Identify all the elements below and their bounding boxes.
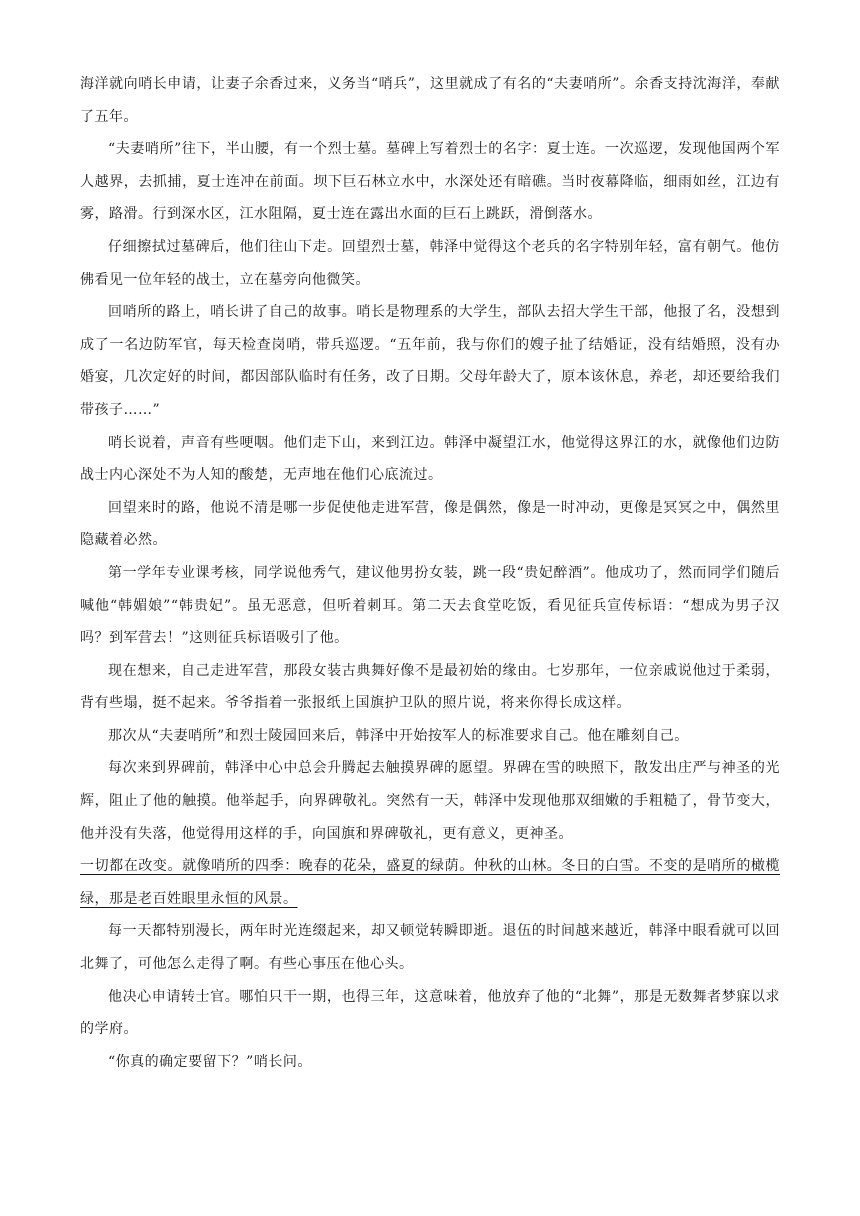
underlined-paragraph: 一切都在改变。就像哨所的四季：晚春的花朵，盛夏的绿荫。仲秋的山林。冬日的白雪。不变的是哨所的橄榄绿，那是老百姓眼里永恒的风景。 bbox=[80, 858, 780, 907]
paragraph-9: 那次从“夫妻哨所”和烈士陵园回来后，韩泽中开始按军人的标准要求自己。他在雕刻自己。 bbox=[108, 727, 689, 744]
paragraph-8: 现在想来，自己走进军营，那段女装古典舞好像不是最初始的缘由。七岁那年，一位亲戚说他过于柔弱，背有些塌，挺不起来。爷爷指着一张报纸上国旗护卫队的照片说，将来你得长成这样。 bbox=[80, 662, 780, 712]
paragraph-12: 每一天都特别漫长，两年时光连缀起来，却又顿觉转瞬即逝。退伍的时间越来越近，韩泽中眼看就可以回北舞了，可他怎么走得了啊。有些心事压在他心头。 bbox=[80, 923, 780, 973]
paragraph-7: 第一学年专业课考核，同学说他秀气，建议他男扮女装，跳一段“贵妃醉酒”。他成功了，然而同学们随后喊他“韩媚娘”“韩贵妃”。虽无恶意，但听着刺耳。第二天去食堂吃饭，看见征兵宣传标语：“想成为男子汉吗？到军营去！”这则征兵标语吸引了他。 bbox=[80, 564, 780, 647]
paragraph-14: “你真的确定要留下？”哨长问。 bbox=[108, 1053, 312, 1070]
paragraph-5: 哨长说着，声音有些哽咽。他们走下山，来到江边。韩泽中凝望江水，他觉得这界江的水，就像他们边防战士内心深处不为人知的酸楚，无声地在他们心底流过。 bbox=[80, 434, 780, 484]
paragraph-10: 每次来到界碑前，韩泽中心中总会升腾起去触摸界碑的愿望。界碑在雪的映照下，散发出庄严与神圣的光辉，阻止了他的触摸。他举起手，向界碑敬礼。突然有一天，韩泽中发现他那双细嫩的手粗糙了，骨节变大，他并没有失落，他觉得用这样的手，向国旗和界碑敬礼，更有意义，更神圣。 bbox=[80, 760, 780, 842]
paragraph-6: 回望来时的路，他说不清是哪一步促使他走进军营，像是偶然，像是一时冲动，更像是冥冥之中，偶然里隐藏着必然。 bbox=[80, 499, 780, 549]
paragraph-1: 海洋就向哨长申请，让妻子余香过来，义务当“哨兵”，这里就成了有名的“夫妻哨所”。余香支持沈海洋，奉献了五年。 bbox=[80, 76, 780, 125]
paragraph-13: 他决心申请转士官。哪怕只干一期，也得三年，这意味着，他放弃了他的“北舞”，那是无数舞者梦寐以求的学府。 bbox=[80, 988, 780, 1038]
paragraph-4: 回哨所的路上，哨长讲了自己的故事。哨长是物理系的大学生，部队去招大学生干部，他报了名，没想到成了一名边防军官，每天检查岗哨，带兵巡逻。“五年前，我与你们的嫂子扯了结婚证，没有结婚照，没有办婚宴，几次定好的时间，都因部队临时有任务，改了日期。父母年龄大了，原本该休息，养老，却还要给我们带孩子……” bbox=[80, 304, 780, 418]
document-page bbox=[80, 68, 780, 1078]
paragraph-2: “夫妻哨所”往下，半山腰，有一个烈士墓。墓碑上写着烈士的名字：夏士连。一次巡逻，发现他国两个军人越界，去抓捕，夏士连冲在前面。坝下巨石林立水中，水深处还有暗礁。当时夜幕降临，细雨如丝，江边有雾，路滑。行到深水区，江水阻隔，夏士连在露出水面的巨石上跳跃，滑倒落水。 bbox=[80, 141, 780, 223]
paragraph-3: 仔细擦拭过墓碑后，他们往山下走。回望烈士墓，韩泽中觉得这个老兵的名字特别年轻，富有朝气。他仿佛看见一位年轻的战士，立在墓旁向他微笑。 bbox=[80, 238, 780, 288]
